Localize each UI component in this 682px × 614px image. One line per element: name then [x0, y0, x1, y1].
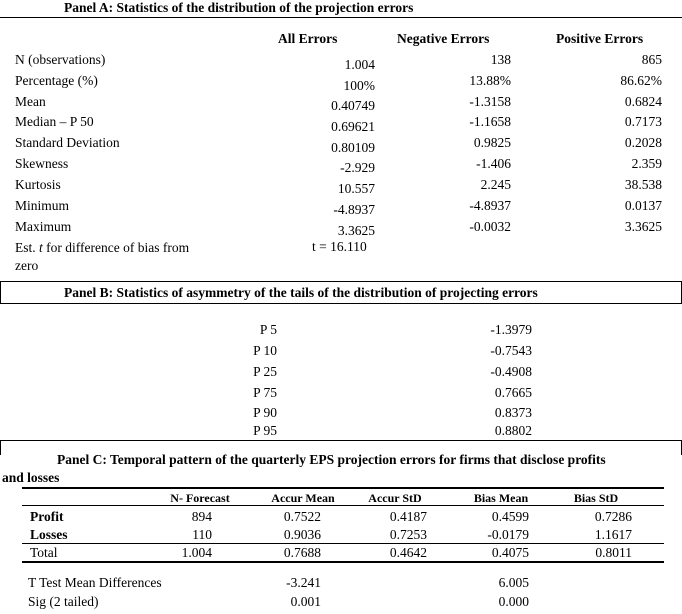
percentile-label: P 5: [259, 322, 277, 337]
percentile-value: -0.4908: [490, 364, 532, 379]
percentile-label: P 25: [253, 364, 277, 379]
cell: 0.7688: [283, 545, 321, 560]
cell-all: 100%: [343, 78, 375, 93]
header-n-forecast: N- Forecast: [170, 491, 230, 505]
cell-pos: 2.359: [631, 156, 662, 171]
cell: 0.4187: [389, 509, 427, 524]
row-label: Percentage (%): [15, 73, 98, 88]
cell-all: 0.80109: [331, 140, 375, 155]
cell-all: -2.929: [340, 160, 375, 175]
panel-c-title-line2: and losses: [2, 470, 60, 485]
cell-pos: 0.0137: [624, 198, 662, 213]
cell: 0.9036: [283, 527, 321, 542]
percentile-value: -1.3979: [490, 322, 532, 337]
cell-pos: 0.6824: [624, 94, 662, 109]
sig-label: Sig (2 tailed): [28, 594, 99, 609]
cell-neg: -4.8937: [469, 198, 511, 213]
row-label-losses: Losses: [30, 527, 68, 542]
header-accur-mean: Accur Mean: [271, 491, 335, 505]
cell-all: 1.004: [344, 57, 375, 72]
panel-c-title: Panel C: Temporal pattern of the quarterly EPS projection errors for firms that disclose profits: [57, 452, 606, 467]
percentile-value: 0.8373: [494, 405, 532, 420]
row-label: N (observations): [15, 52, 106, 67]
panel-c-header-rule: [22, 505, 664, 506]
cell: 110: [192, 527, 212, 542]
cell: 894: [191, 509, 212, 524]
cell-pos: 0.2028: [624, 135, 662, 150]
panel-c-total-rule: [22, 543, 664, 544]
cell-neg: 2.245: [480, 177, 511, 192]
cell-neg: -0.0032: [469, 219, 511, 234]
cell-neg: 138: [490, 52, 511, 67]
panel-a-bottom-rule: [0, 281, 682, 282]
panel-c-bottom-rule: [22, 561, 664, 563]
cell-neg: -1.1658: [469, 114, 511, 129]
panel-c-left-border: [0, 440, 1, 455]
ttest-bias-value: 6.005: [498, 575, 529, 590]
cell-pos: 86.62%: [620, 73, 662, 88]
header-positive-errors: Positive Errors: [556, 31, 644, 46]
cell: 0.7522: [283, 509, 321, 524]
panel-b-title: Panel B: Statistics of asymmetry of the tails of the distribution of projecting errors: [64, 285, 538, 300]
cell: 0.8011: [595, 545, 632, 560]
row-label: Median – P 50: [15, 114, 94, 129]
panel-b-left-border: [0, 281, 1, 303]
sig-accur-value: 0.001: [290, 594, 321, 609]
ttest-accur-value: -3.241: [286, 575, 321, 590]
header-bias-std: Bias StD: [573, 491, 619, 505]
header-all-errors: All Errors: [278, 31, 338, 46]
panel-b-bottom-rule: [0, 440, 682, 441]
cell: 0.4642: [389, 545, 427, 560]
cell: 0.4599: [491, 509, 529, 524]
cell-all: 0.40749: [331, 98, 375, 113]
sig-bias-value: 0.000: [498, 594, 529, 609]
cell-neg: -1.3158: [469, 94, 511, 109]
header-bias-mean: Bias Mean: [473, 491, 529, 505]
est-t-label-line2: zero: [15, 258, 39, 273]
cell-pos: 3.3625: [624, 219, 662, 234]
row-label: Minimum: [15, 198, 70, 213]
cell-all: 3.3625: [337, 223, 375, 238]
ttest-label: T Test Mean Differences: [28, 575, 162, 590]
row-label: Mean: [15, 94, 46, 109]
cell-pos: 38.538: [624, 177, 662, 192]
percentile-label: P 95: [253, 423, 277, 438]
panel-a-top-rule: [0, 17, 682, 18]
cell: 0.4075: [491, 545, 529, 560]
row-label: Maximum: [15, 219, 72, 234]
percentile-label: P 75: [253, 385, 277, 400]
cell: 0.7286: [594, 509, 632, 524]
row-label: Kurtosis: [15, 177, 61, 192]
cell: -0.0179: [487, 527, 529, 542]
cell: 1.004: [181, 545, 212, 560]
row-label-total: Total: [30, 545, 58, 560]
row-label: Skewness: [15, 156, 69, 171]
panel-a-title: Panel A: Statistics of the distribution of the projection errors: [64, 0, 414, 15]
cell-neg: 13.88%: [469, 73, 511, 88]
cell-neg: -1.406: [476, 156, 511, 171]
percentile-value: 0.7665: [494, 385, 532, 400]
panel-c-top-rule: [22, 487, 664, 489]
cell-all: -4.8937: [333, 202, 375, 217]
header-negative-errors: Negative Errors: [397, 31, 490, 46]
cell-all: 0.69621: [331, 119, 375, 134]
percentile-value: 0.8802: [494, 423, 532, 438]
cell: 0.7253: [389, 527, 427, 542]
est-t-value: t = 16.110: [312, 239, 367, 254]
percentile-label: P 90: [253, 405, 277, 420]
row-label-profit: Profit: [30, 509, 64, 524]
est-t-label: Est. t for difference of bias from: [15, 240, 190, 255]
cell-pos: 865: [641, 52, 662, 67]
cell-neg: 0.9825: [473, 135, 511, 150]
row-label: Standard Deviation: [15, 135, 120, 150]
cell-pos: 0.7173: [624, 114, 662, 129]
percentile-label: P 10: [253, 343, 277, 358]
header-accur-std: Accur StD: [368, 491, 422, 505]
percentile-value: -0.7543: [490, 343, 532, 358]
cell-all: 10.557: [337, 181, 375, 196]
cell: 1.1617: [594, 527, 632, 542]
panel-b-title-rule: [0, 303, 682, 304]
